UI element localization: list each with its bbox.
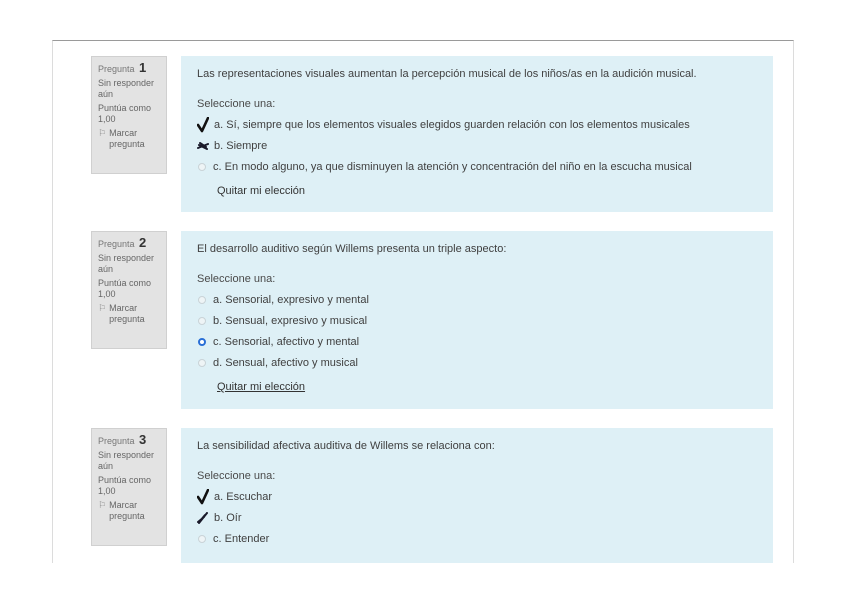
- question-3: [91, 428, 773, 563]
- question-label: Pregunta: [98, 436, 135, 446]
- clear-choice-link[interactable]: Quitar mi elección: [217, 185, 306, 197]
- question-number: 1: [139, 60, 147, 75]
- answer-label: b. Sensual, expresivo y musical: [213, 314, 368, 327]
- question-2: [91, 231, 773, 409]
- answer-option-a[interactable]: [197, 289, 759, 310]
- question-label: Pregunta: [98, 64, 135, 74]
- answer-prompt: Seleccione una:: [197, 470, 276, 482]
- flag-question-link[interactable]: [98, 303, 160, 325]
- answer-option-c[interactable]: [197, 331, 759, 352]
- question-score: Puntúa como 1,00: [98, 278, 152, 299]
- question-info: [91, 231, 167, 349]
- flag-icon: ⚐: [98, 128, 107, 138]
- question-content: [181, 56, 773, 212]
- answer-list: [197, 289, 759, 373]
- radio-button[interactable]: [198, 359, 206, 367]
- flag-question-link[interactable]: [98, 128, 160, 150]
- scribble-icon: [197, 512, 209, 524]
- question-info: [91, 56, 167, 174]
- question-score: Puntúa como 1,00: [98, 475, 152, 496]
- answer-option-b[interactable]: [197, 507, 759, 528]
- flag-icon: ⚐: [98, 303, 107, 313]
- quiz-page: [52, 40, 794, 563]
- question-status: Sin responder aún: [98, 253, 155, 274]
- answer-label: b. Oír: [214, 511, 242, 524]
- question-score: Puntúa como 1,00: [98, 103, 152, 124]
- question-1: [91, 56, 773, 212]
- checkmark-icon: [197, 489, 209, 505]
- answer-option-a[interactable]: [197, 114, 759, 135]
- question-content: [181, 231, 773, 409]
- flag-question-label: Marcar pregunta: [109, 303, 145, 324]
- answer-prompt: Seleccione una:: [197, 98, 276, 110]
- question-text: El desarrollo auditivo según Willems presenta un triple aspecto:: [197, 243, 507, 255]
- radio-button-selected[interactable]: [198, 338, 206, 346]
- answer-option-b[interactable]: [197, 310, 759, 331]
- radio-button[interactable]: [198, 163, 206, 171]
- scribble-icon: [197, 141, 209, 151]
- question-status: Sin responder aún: [98, 78, 155, 99]
- radio-button[interactable]: [198, 317, 206, 325]
- question-label: Pregunta: [98, 239, 135, 249]
- answer-label: c. Sensorial, afectivo y mental: [213, 335, 360, 348]
- answer-option-c[interactable]: [197, 528, 759, 549]
- radio-button[interactable]: [198, 535, 206, 543]
- question-number: 2: [139, 235, 147, 250]
- answer-label: c. En modo alguno, ya que disminuyen la atención y concentración del niño en la escucha musical: [213, 160, 692, 173]
- answer-label: a. Escuchar: [214, 490, 273, 503]
- flag-question-label: Marcar pregunta: [109, 500, 145, 521]
- answer-label: c. Entender: [213, 532, 270, 545]
- flag-icon: ⚐: [98, 500, 107, 510]
- clear-choice-link[interactable]: Quitar mi elección: [217, 381, 306, 393]
- answer-label: b. Siempre: [214, 139, 268, 152]
- question-content: [181, 428, 773, 563]
- answer-option-d[interactable]: [197, 352, 759, 373]
- answer-list: [197, 114, 759, 177]
- answer-option-a[interactable]: [197, 486, 759, 507]
- answer-prompt: Seleccione una:: [197, 273, 276, 285]
- question-number: 3: [139, 432, 147, 447]
- checkmark-icon: [197, 117, 209, 133]
- question-info: [91, 428, 167, 546]
- question-status: Sin responder aún: [98, 450, 155, 471]
- answer-option-c[interactable]: [197, 156, 759, 177]
- question-text: La sensibilidad afectiva auditiva de Willems se relaciona con:: [197, 440, 495, 452]
- radio-button[interactable]: [198, 296, 206, 304]
- flag-question-link[interactable]: [98, 500, 160, 522]
- answer-label: d. Sensual, afectivo y musical: [213, 356, 358, 369]
- answer-label: a. Sí, siempre que los elementos visuales elegidos guarden relación con los elementos musicales: [214, 118, 690, 131]
- answer-option-b[interactable]: [197, 135, 759, 156]
- question-text: Las representaciones visuales aumentan la percepción musical de los niños/as en la audición musical.: [197, 68, 697, 80]
- flag-question-label: Marcar pregunta: [109, 128, 145, 149]
- answer-label: a. Sensorial, expresivo y mental: [213, 293, 369, 306]
- answer-list: [197, 486, 759, 549]
